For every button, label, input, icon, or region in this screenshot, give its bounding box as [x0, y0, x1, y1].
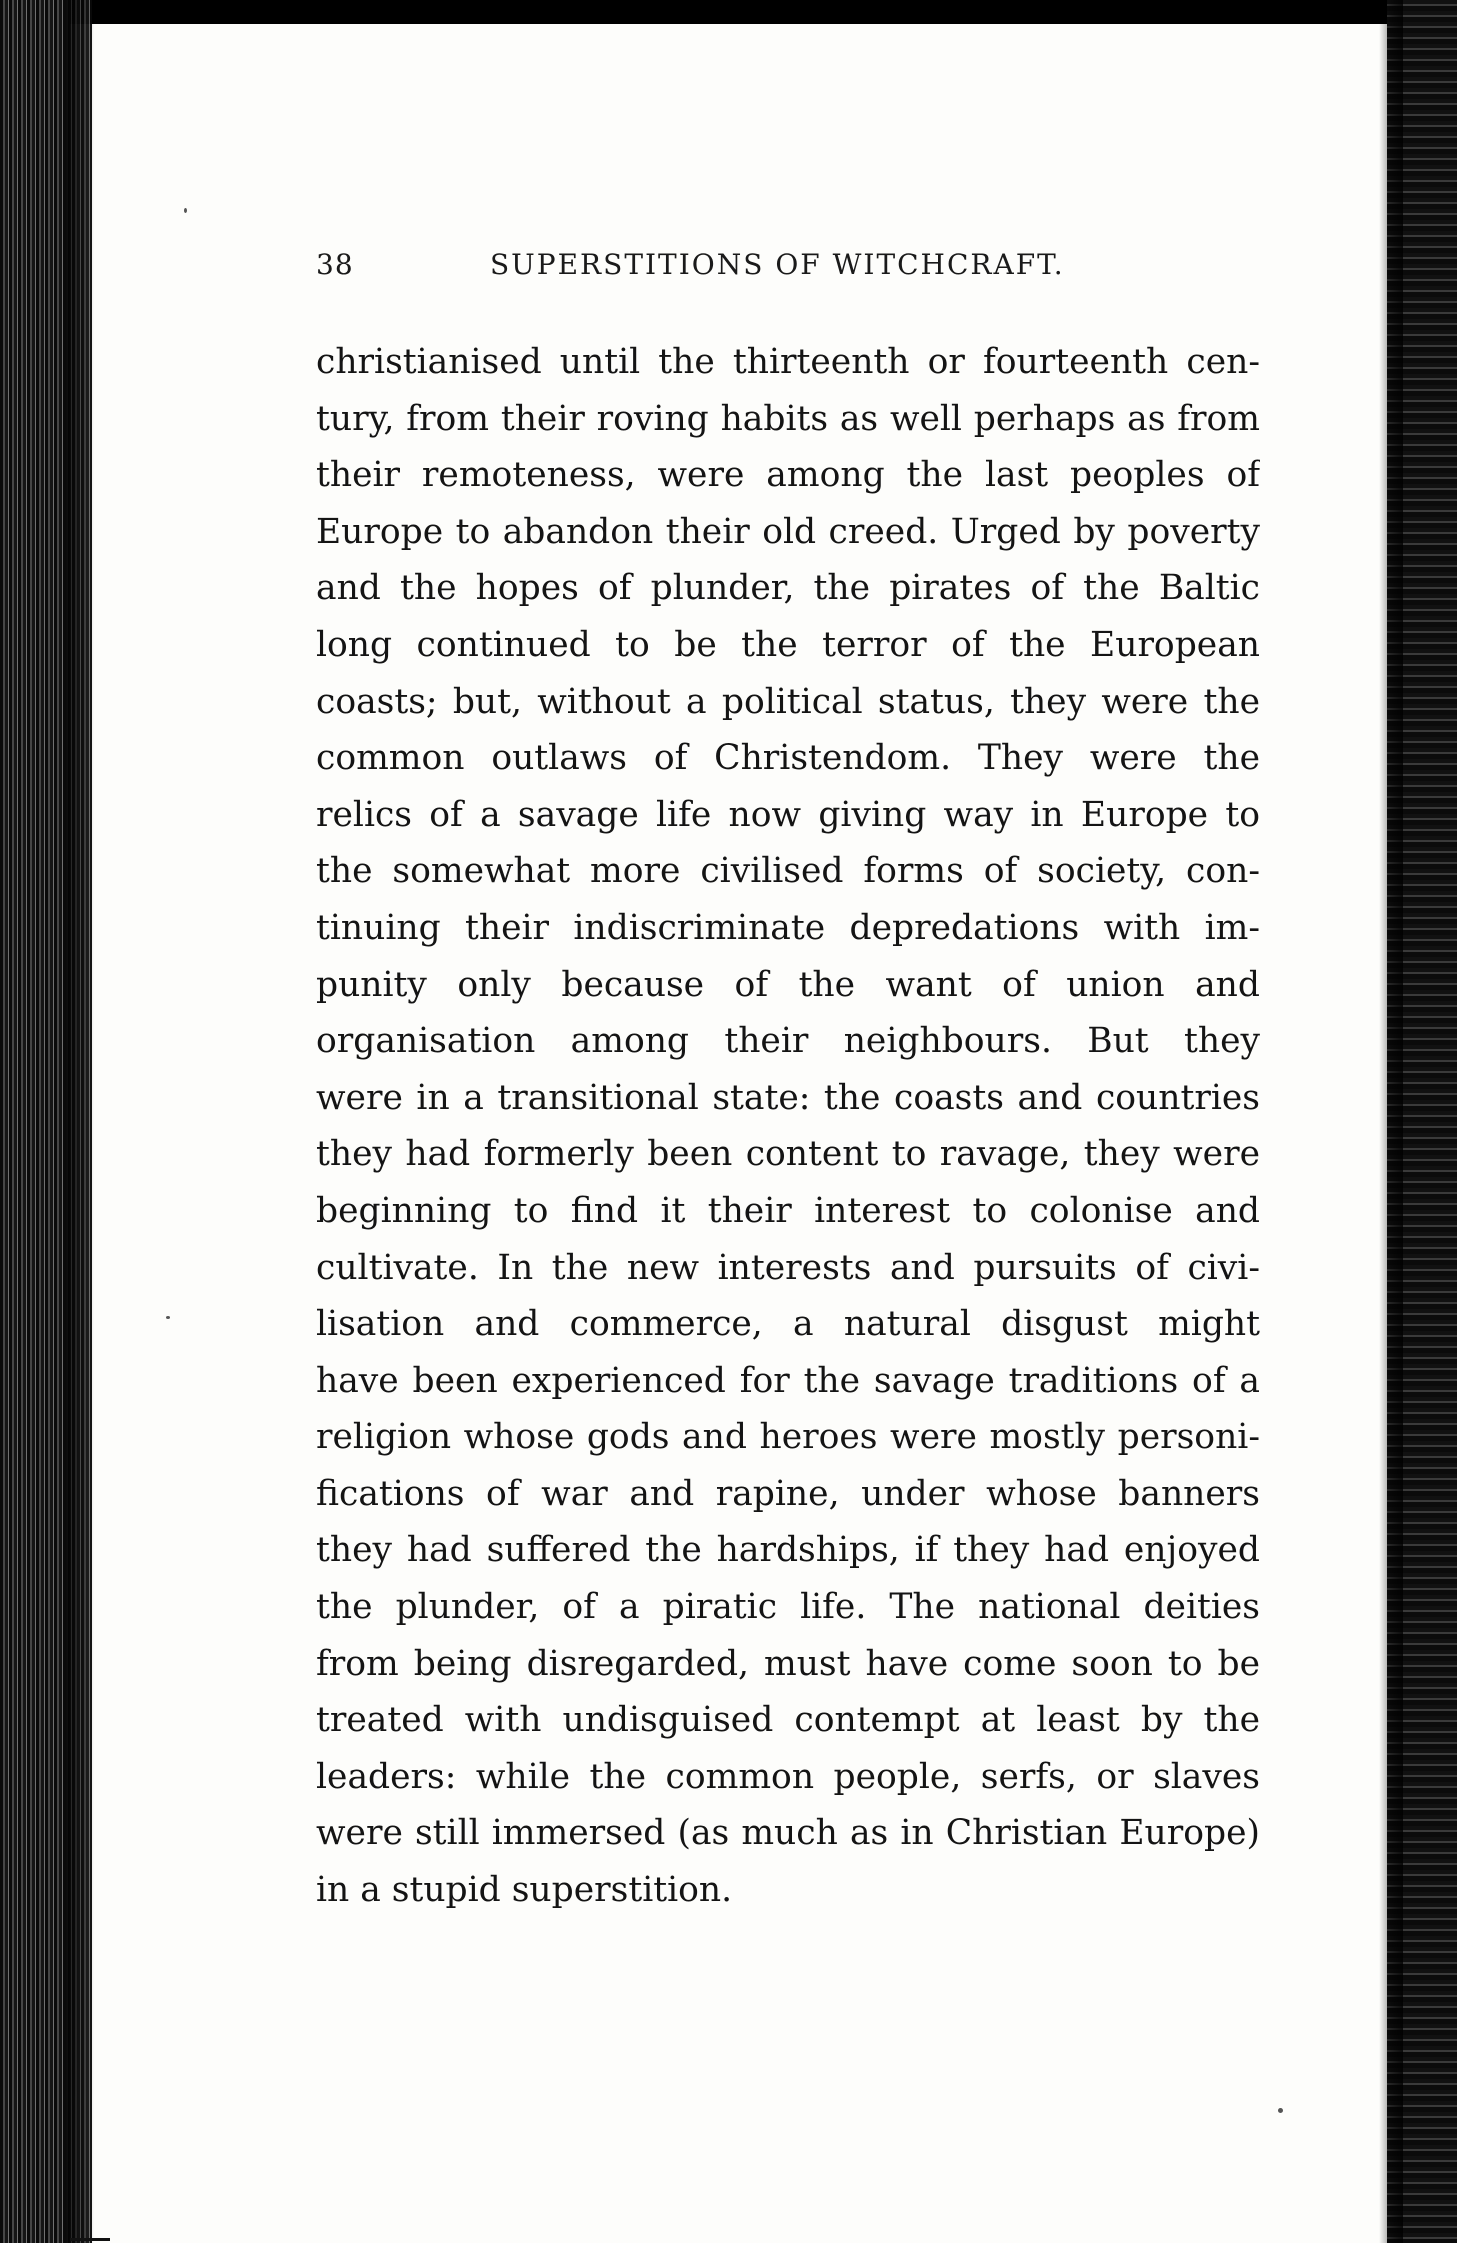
running-head: [316, 248, 1110, 288]
text-line: from being disregarded, must have come soon to be: [316, 1643, 1260, 1684]
text-line: leaders: while the common people, serfs, or slaves: [316, 1756, 1260, 1797]
text-line: were in a transitional state: the coasts and countries: [316, 1077, 1260, 1118]
text-line: the somewhat more civilised forms of society, con-: [316, 851, 1260, 892]
text-line: Europe to abandon their old creed. Urged by poverty: [316, 511, 1260, 552]
text-line: religion whose gods and heroes were mostly personi-: [316, 1417, 1260, 1458]
text-line: treated with undisguised contempt at least by the: [316, 1700, 1260, 1741]
text-line: relics of a savage life now giving way in Europe to: [316, 794, 1260, 835]
text-line: have been experienced for the savage traditions of a: [316, 1360, 1260, 1401]
spine-shadow: [66, 0, 94, 2243]
text-line: christianised until the thirteenth or fourteenth cen-: [316, 342, 1260, 382]
scan-top-edge: [0, 0, 1457, 26]
text-line: in a stupid superstition.: [316, 1870, 733, 1911]
text-line: the plunder, of a piratic life. The national deities: [316, 1587, 1260, 1628]
text-line: and the hopes of plunder, the pirates of the Baltic: [316, 568, 1260, 609]
text-line: they had formerly been content to ravage, they were: [316, 1134, 1260, 1175]
text-line: their remoteness, were among the last peoples of: [316, 455, 1260, 496]
text-line: tury, from their roving habits as well perhaps as from: [316, 398, 1260, 439]
text-line: tinuing their indiscriminate depredations with im-: [316, 907, 1260, 948]
text-line: were still immersed (as much as in Christian Europe): [316, 1813, 1260, 1854]
text-line: lisation and commerce, a natural disgust might: [316, 1304, 1260, 1345]
text-line: organisation among their neighbours. But they: [316, 1021, 1260, 1062]
body-text: [316, 334, 1260, 1919]
page-stack-shadow: [1379, 0, 1403, 2243]
paper-speck: [184, 208, 187, 213]
paper-speck: [166, 1316, 170, 1319]
text-line: long continued to be the terror of the European: [316, 624, 1260, 665]
text-line: cultivate. In the new interests and pursuits of civi-: [316, 1247, 1260, 1288]
text-line: they had suffered the hardships, if they had enjoyed: [316, 1530, 1260, 1571]
paper-speck: [1278, 2108, 1283, 2113]
text-line: common outlaws of Christendom. They were the: [316, 738, 1260, 779]
text-line: beginning to find it their interest to colonise and: [316, 1190, 1260, 1231]
text-line: punity only because of the want of union and: [316, 964, 1260, 1005]
bottom-mark: [70, 2238, 110, 2241]
running-title: SUPERSTITIONS OF WITCHCRAFT.: [490, 248, 1065, 281]
page-number: 38: [316, 248, 354, 281]
text-line: coasts; but, without a political status, they were the: [316, 681, 1260, 722]
text-line: fications of war and rapine, under whose banners: [316, 1473, 1260, 1514]
